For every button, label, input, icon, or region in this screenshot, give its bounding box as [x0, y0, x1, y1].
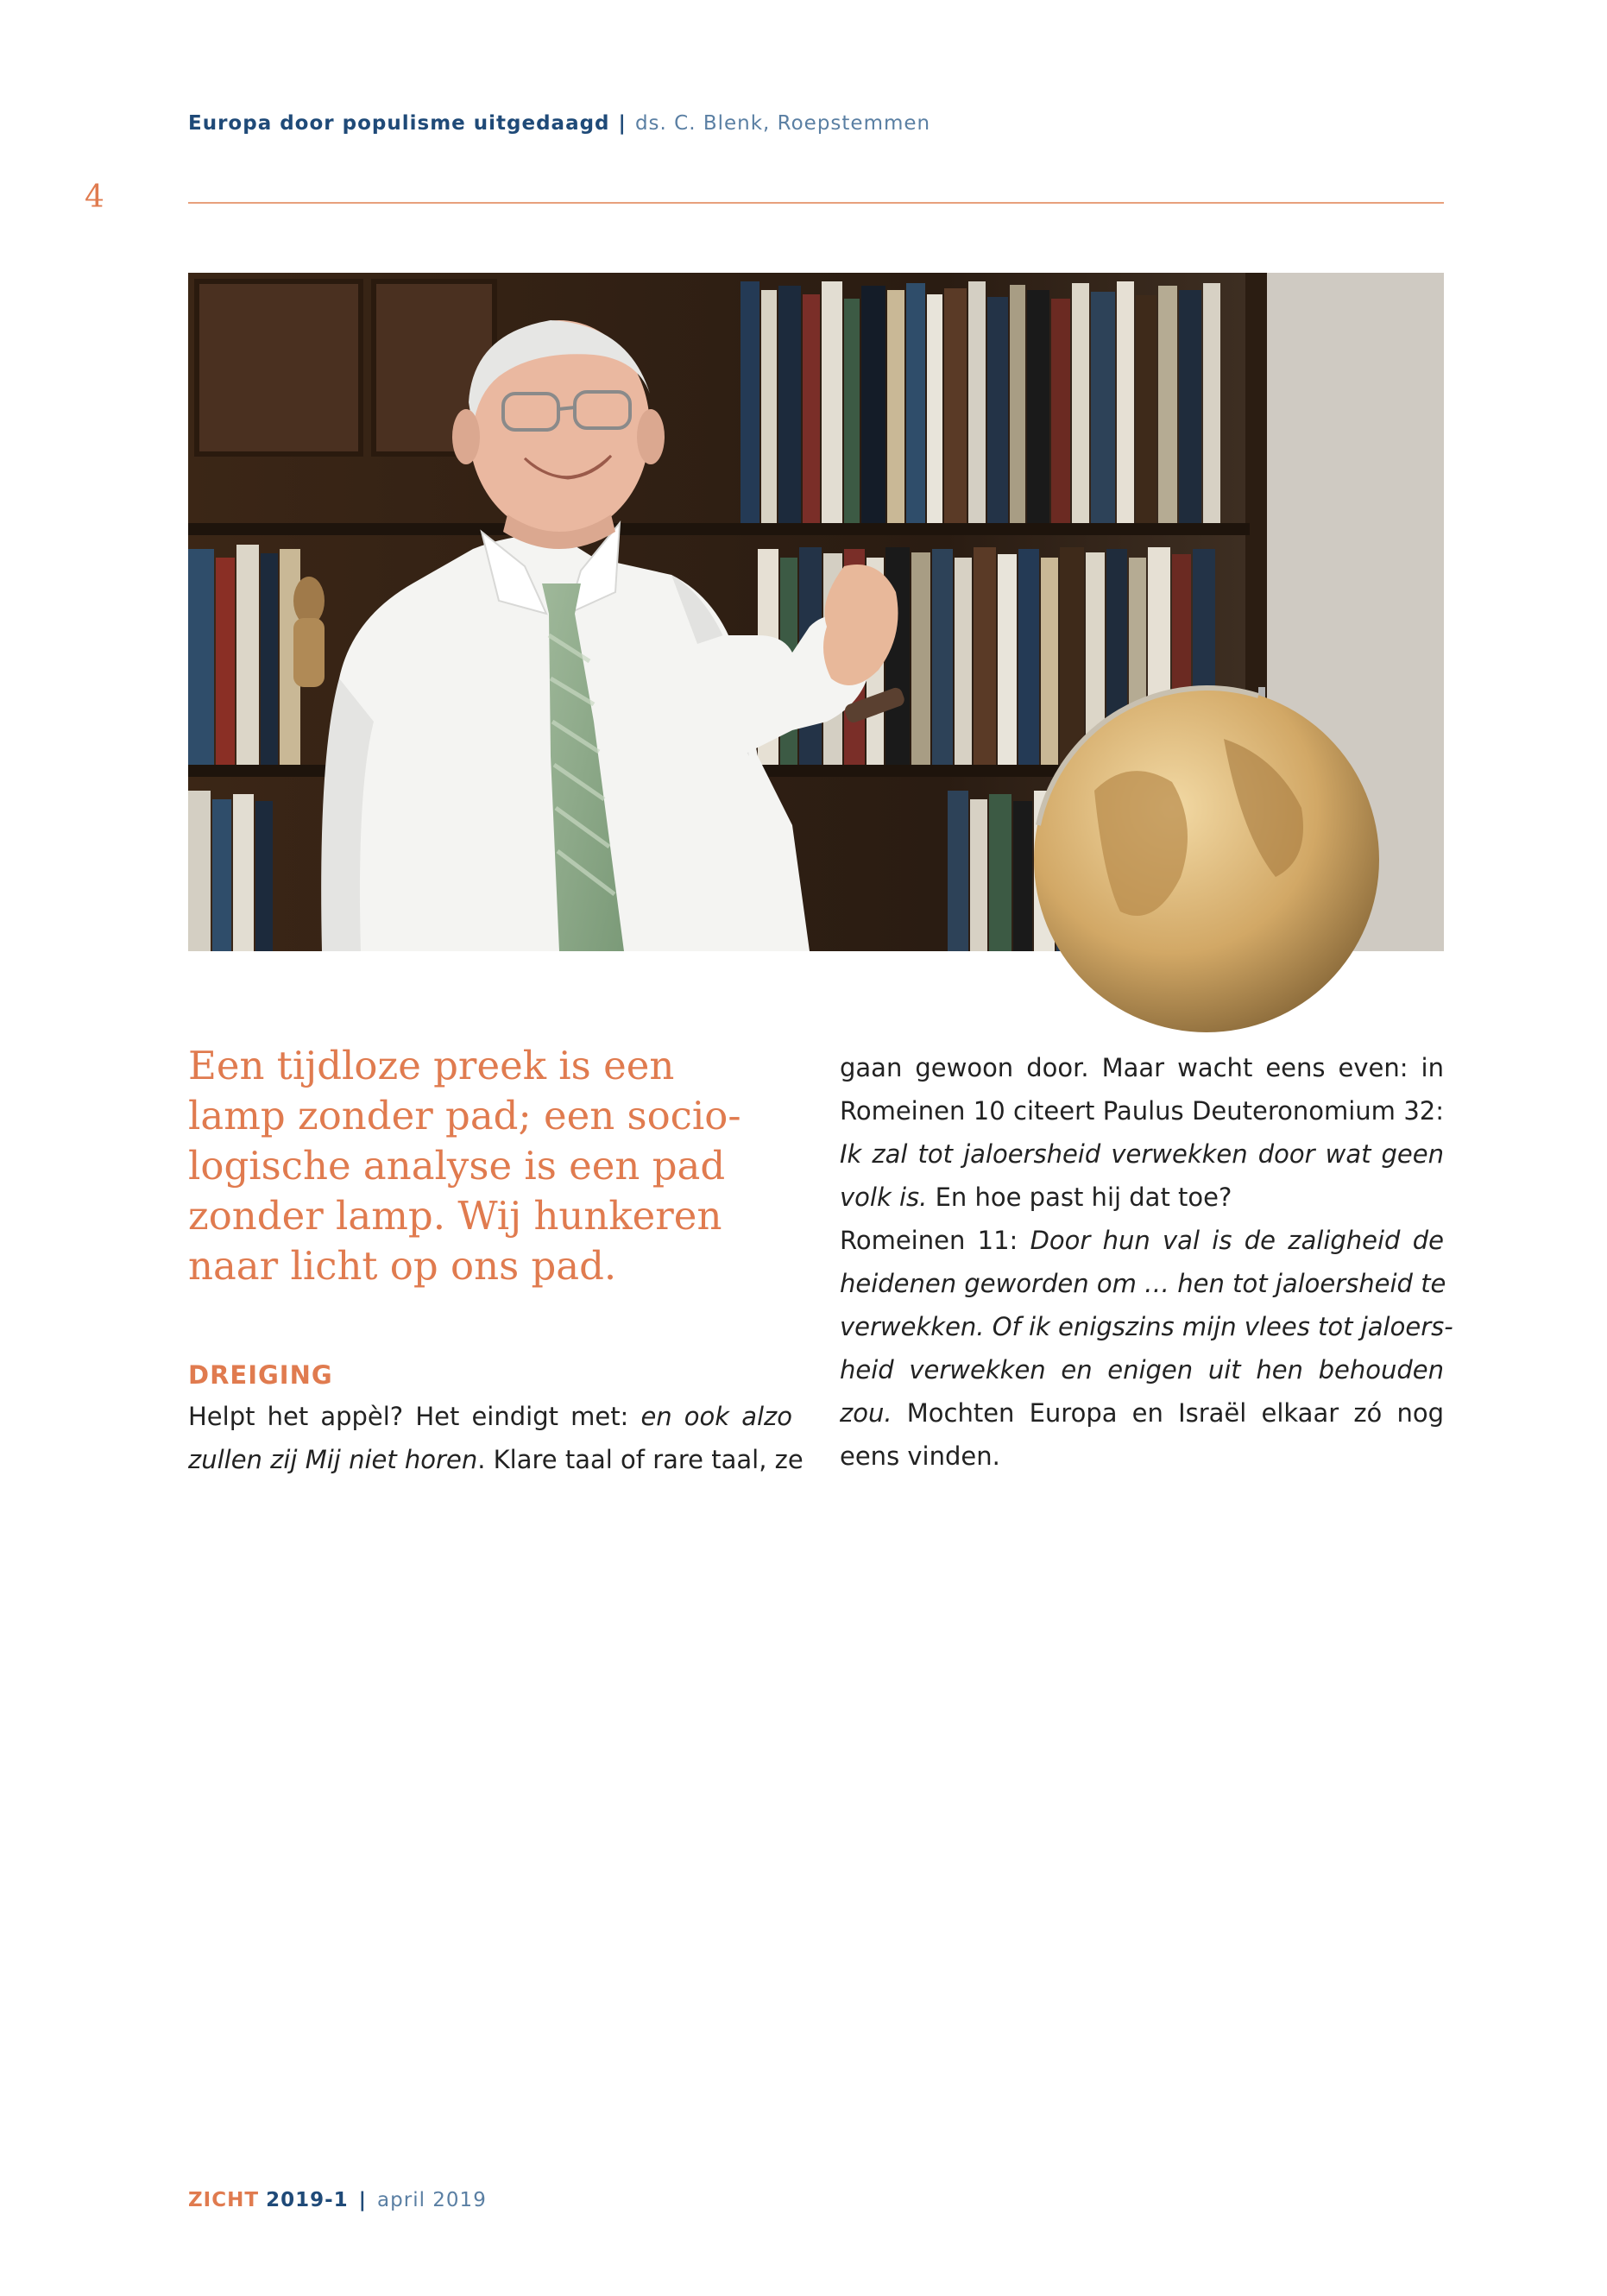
body-line [840, 1219, 1444, 1262]
body-text-italic: Door hun val is de zaligheid de [1030, 1226, 1444, 1255]
pull-quote-line: naar licht op ons pad. [188, 1243, 617, 1289]
body-text: Romeinen 10 citeert Paulus Deuteronomium 32: [840, 1096, 1444, 1126]
footer-date: april 2019 [377, 2189, 487, 2211]
page-number: 4 [85, 180, 104, 215]
body-text-italic: Ik zal tot jaloersheid verwekken door wat geen [840, 1139, 1444, 1169]
body-text-italic: zou. [840, 1398, 892, 1428]
photo-credit: Beeld: Reformatorisch Dagblad [1586, 929, 1607, 1198]
footer-magazine: ZICHT [188, 2189, 260, 2211]
body-line [840, 1435, 1444, 1478]
body-text-italic: heidenen geworden om … hen tot jaloersheid te [840, 1269, 1446, 1298]
body-line [188, 1395, 792, 1438]
section-heading: DREIGING [188, 1360, 333, 1390]
body-line [840, 1262, 1444, 1305]
body-line [840, 1391, 1444, 1435]
pull-quote [188, 1041, 792, 1291]
body-text-italic: heid verwekken en enigen uit hen behouden [840, 1355, 1444, 1385]
body-line [840, 1305, 1453, 1348]
body-text: Romeinen 11: [840, 1226, 1030, 1255]
body-line [840, 1046, 1444, 1089]
running-header [188, 112, 930, 135]
footer-issue: 2019-1 [266, 2189, 349, 2211]
body-text-italic: volk is. [840, 1183, 928, 1212]
body-text: eens vinden. [840, 1441, 1000, 1471]
body-line [840, 1132, 1444, 1176]
header-title: Europa door populisme uitgedaagd [188, 112, 610, 135]
body-text: En hoe past hij dat toe? [927, 1183, 1232, 1212]
running-footer [188, 2189, 487, 2211]
body-text: . Klare taal of rare taal, ze [477, 1445, 804, 1474]
body-text-italic: zullen zij Mij niet horen [188, 1445, 478, 1474]
portrait-photo-illustration [188, 273, 1444, 951]
header-author: ds. C. Blenk, Roepstemmen [634, 112, 931, 135]
header-rule [188, 202, 1444, 204]
header-separator: | [618, 112, 627, 135]
body-text-italic: verwekken. Of ik enigszins mijn vlees tot jaloers- [840, 1312, 1453, 1341]
body-text: Mochten Europa en Israël elkaar zó nog [892, 1398, 1444, 1428]
body-line [840, 1089, 1444, 1132]
footer-separator: | [358, 2189, 368, 2211]
pull-quote-line: lamp zonder pad; een socio- [188, 1093, 741, 1139]
pull-quote-line: zonder lamp. Wij hunkeren [188, 1193, 722, 1239]
pull-quote-line: Een tijdloze preek is een [188, 1043, 675, 1088]
body-line [188, 1438, 804, 1481]
body-text: Helpt het appèl? Het eindigt met: [188, 1402, 641, 1431]
body-text: gaan gewoon door. Maar wacht eens even: in [840, 1053, 1444, 1082]
body-text-italic: en ook alzo [640, 1402, 792, 1431]
body-line [840, 1176, 1444, 1219]
body-line [840, 1348, 1444, 1391]
pull-quote-line: logische analyse is een pad [188, 1143, 726, 1189]
